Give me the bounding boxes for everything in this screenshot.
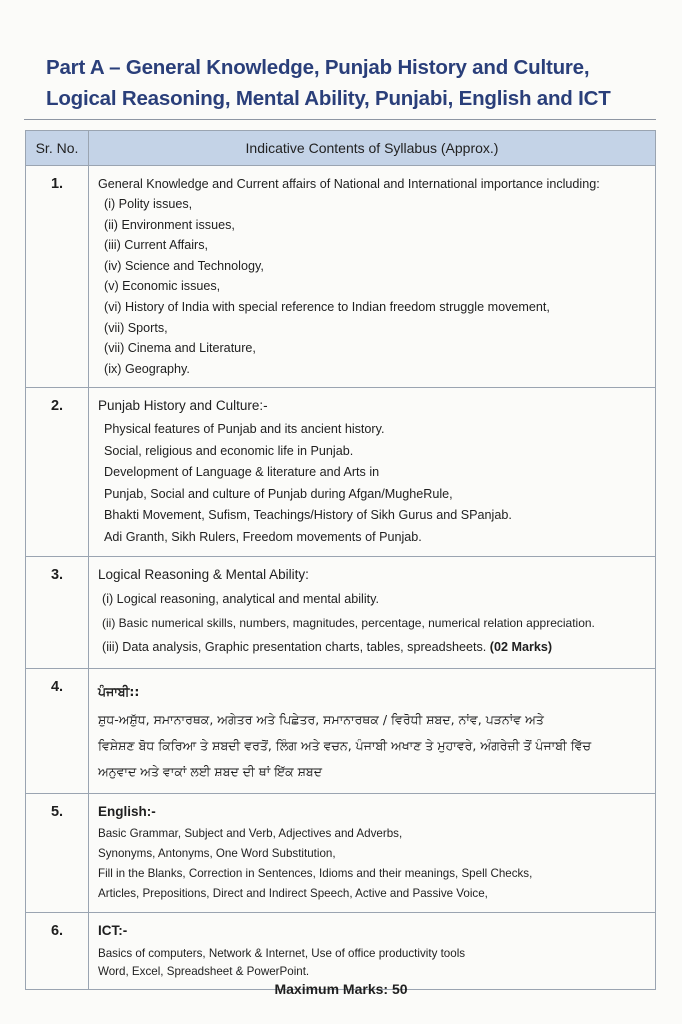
list-item: (ii) Basic numerical skills, numbers, magnitudes, percentage, numerical relation appreciation. <box>102 616 595 631</box>
page-title <box>46 52 666 114</box>
list-item: (ii) Environment issues, <box>104 217 235 232</box>
list-item-text: (iii) Data analysis, Graphic presentation charts, tables, spreadsheets. <box>102 640 487 655</box>
table-row <box>26 166 656 388</box>
list-item: (vii) Sports, <box>104 320 168 335</box>
row-content <box>89 794 656 913</box>
list-item <box>102 635 647 659</box>
list-item: (ix) Geography. <box>104 361 190 376</box>
title-divider <box>24 119 656 120</box>
row-number: 2. <box>26 388 89 557</box>
column-header-sr-no: Sr. No. <box>26 131 89 166</box>
list-item: Basics of computers, Network & Internet, Use of office productivity tools <box>98 947 466 961</box>
list-item: Synonyms, Antonyms, One Word Substitution, <box>98 847 336 861</box>
row-number: 3. <box>26 557 89 669</box>
table-header-row <box>26 131 656 166</box>
row-number: 4. <box>26 669 89 794</box>
list-item: Punjab, Social and culture of Punjab during Afgan/MugheRule, <box>104 486 453 501</box>
row-content <box>89 557 656 669</box>
row-number: 1. <box>26 166 89 388</box>
maximum-marks: Maximum Marks: 50 <box>274 981 408 997</box>
row-content <box>89 913 656 990</box>
row-heading: Logical Reasoning & Mental Ability: <box>98 567 309 583</box>
row-heading: Punjab History and Culture:- <box>98 398 268 414</box>
list-item: ਵਿਸ਼ੇਸ਼ਣ ਬੋਧ ਕਿਰਿਆ ਤੇ ਸ਼ਬਦੀ ਵਰਤੋਂ, ਲਿੰਗ ਅਤੇ ਵਚਨ, ਪੰਜਾਬੀ ਅਖਾਣ ਤੇ ਮੁਹਾਵਰੇ, ਅੰਗਰੇਜ਼ੀ ਤੋਂ ਪੰਜਾਬੀ ਵਿੱਚ <box>98 738 592 754</box>
table-row <box>26 794 656 913</box>
list-item: Adi Granth, Sikh Rulers, Freedom movements of Punjab. <box>104 529 422 544</box>
row-lines <box>98 587 647 659</box>
row-heading: English:- <box>98 804 156 820</box>
list-item: (iv) Science and Technology, <box>104 258 264 273</box>
row-number: 6. <box>26 913 89 990</box>
list-item: (vii) Cinema and Literature, <box>104 341 256 356</box>
table-row <box>26 388 656 557</box>
table-row <box>26 557 656 669</box>
row-content <box>89 166 656 388</box>
list-item: Fill in the Blanks, Correction in Sentences, Idioms and their meanings, Spell Checks, <box>98 867 533 881</box>
list-item: Physical features of Punjab and its ancient history. <box>104 422 385 437</box>
table-row <box>26 913 656 990</box>
row-heading: ICT:- <box>98 923 128 939</box>
list-item: (iii) Current Affairs, <box>104 238 209 253</box>
table-row <box>26 669 656 794</box>
list-item: Articles, Prepositions, Direct and Indirect Speech, Active and Passive Voice, <box>98 887 488 901</box>
title-line-2: Logical Reasoning, Mental Ability, Punjabi, English and ICT <box>46 87 611 110</box>
row-lines <box>98 419 647 548</box>
list-item: Bhakti Movement, Sufism, Teachings/History of Sikh Gurus and SPanjab. <box>104 508 512 523</box>
row-lines <box>98 707 647 785</box>
list-item: Basic Grammar, Subject and Verb, Adjectives and Adverbs, <box>98 827 403 841</box>
list-item: Development of Language & literature and Arts in <box>104 465 380 480</box>
list-item: (v) Economic issues, <box>104 279 221 294</box>
list-item: Word, Excel, Spreadsheet & PowerPoint. <box>98 965 310 979</box>
column-header-contents: Indicative Contents of Syllabus (Approx.) <box>89 131 656 166</box>
list-item: ਅਨੁਵਾਦ ਅਤੇ ਵਾਕਾਂ ਲਈ ਸ਼ਬਦ ਦੀ ਥਾਂ ਇੱਕ ਸ਼ਬਦ <box>98 764 322 780</box>
list-item: (i) Logical reasoning, analytical and mental ability. <box>102 592 379 607</box>
syllabus-table <box>25 130 656 990</box>
list-item: (i) Polity issues, <box>104 197 193 211</box>
list-item: Social, religious and economic life in Punjab. <box>104 443 354 458</box>
row-content <box>89 388 656 557</box>
row-lines <box>98 824 647 904</box>
row-heading: ਪੰਜਾਬੀ:: <box>98 684 140 700</box>
marks-note: (02 Marks) <box>489 640 553 655</box>
title-line-1: Part A – General Knowledge, Punjab History and Culture, <box>46 56 590 79</box>
row-number: 5. <box>26 794 89 913</box>
list-item: ਸ਼ੁਧ-ਅਸ਼ੁੱਧ, ਸਮਾਨਾਰਥਕ, ਅਗੇਤਰ ਅਤੇ ਪਿਛੇਤਰ, ਸਮਾਨਾਰਥਕ / ਵਿਰੋਧੀ ਸ਼ਬਦ, ਨਾਂਵ, ਪੜਨਾਂਵ ਅਤੇ <box>98 712 544 728</box>
row-lines <box>98 945 647 981</box>
row-intro: General Knowledge and Current affairs of National and International importance including: <box>98 177 600 191</box>
row-content <box>89 669 656 794</box>
list-item: (vi) History of India with special reference to Indian freedom struggle movement, <box>104 299 550 314</box>
